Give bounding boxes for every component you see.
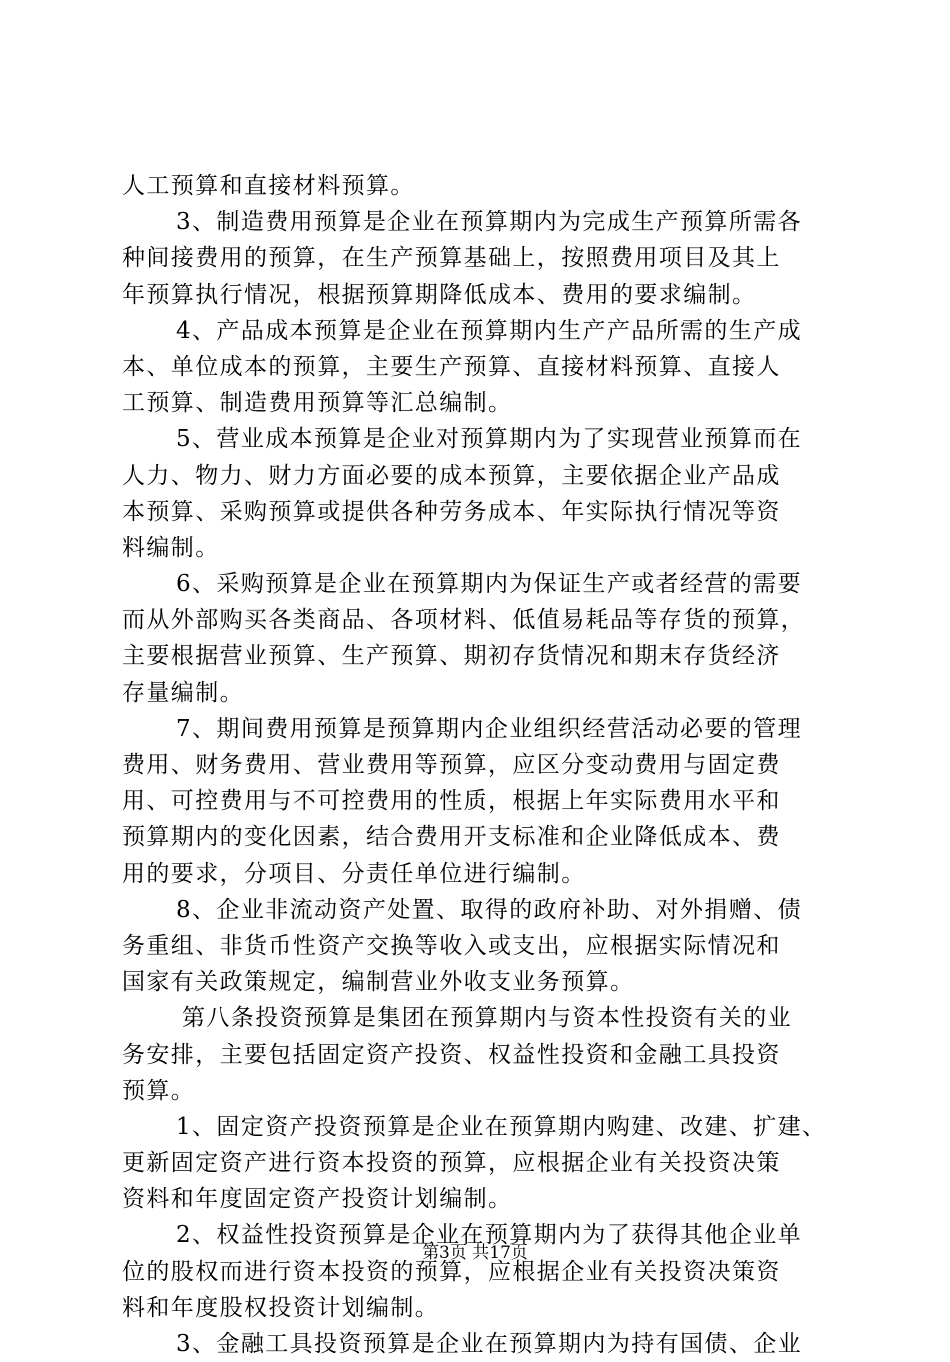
- text-line: 国家有关政策规定，编制营业外收支业务预算。: [122, 969, 635, 996]
- page-number-footer: 第3页 共17页: [422, 1243, 528, 1263]
- text-line: 本预算、采购预算或提供各种劳务成本、年实际执行情况等资: [122, 498, 781, 525]
- text-line: 费用、财务费用、营业费用等预算，应区分变动费用与固定费: [122, 752, 781, 778]
- text-line: 主要根据营业预算、生产预算、期初存货情况和期末存货经济: [122, 643, 781, 670]
- text-line: 人工预算和直接材料预算。: [122, 173, 415, 199]
- text-line: 3、金融工具投资预算是企业在预算期内为持有国债、企业: [176, 1331, 803, 1357]
- text-line: 第八条投资预算是集团在预算期内与资本性投资有关的业: [182, 1005, 792, 1032]
- text-line: 务重组、非货币性资产交换等收入或支出，应根据实际情况和: [122, 932, 781, 959]
- text-line: 4、产品成本预算是企业在预算期内生产产品所需的生产成: [176, 317, 803, 344]
- text-line: 种间接费用的预算，在生产预算基础上，按照费用项目及其上: [122, 245, 781, 272]
- text-line: 而从外部购买各类商品、各项材料、低值易耗品等存货的预算，: [122, 607, 806, 634]
- text-line: 料和年度股权投资计划编制。: [122, 1294, 440, 1321]
- text-line: 务安排，主要包括固定资产投资、权益性投资和金融工具投资: [122, 1041, 781, 1068]
- text-line: 存量编制。: [122, 679, 244, 706]
- text-line: 用的要求，分项目、分责任单位进行编制。: [122, 860, 586, 887]
- text-line: 3、制造费用预算是企业在预算期内为完成生产预算所需各: [176, 209, 803, 236]
- text-line: 人力、物力、财力方面必要的成本预算，主要依据企业产品成: [122, 462, 781, 489]
- text-line: 用、可控费用与不可控费用的性质，根据上年实际费用水平和: [122, 788, 781, 815]
- text-line: 预算期内的变化因素，结合费用开支标准和企业降低成本、费: [122, 824, 781, 851]
- text-line: 6、采购预算是企业在预算期内为保证生产或者经营的需要: [176, 571, 803, 598]
- document-body: [122, 168, 832, 1362]
- text-line: 预算。: [122, 1077, 196, 1104]
- text-line: 5、营业成本预算是企业对预算期内为了实现营业预算而在: [176, 426, 803, 453]
- text-line: 本、单位成本的预算，主要生产预算、直接材料预算、直接人: [122, 353, 781, 380]
- text-line: 料编制。: [122, 534, 220, 561]
- text-line: 2、权益性投资预算是企业在预算期内为了获得其他企业单: [176, 1222, 803, 1249]
- text-line: 工预算、制造费用预算等汇总编制。: [122, 390, 513, 417]
- text-line: 更新固定资产进行资本投资的预算，应根据企业有关投资决策: [122, 1150, 781, 1177]
- text-line: 位的股权而进行资本投资的预算，应根据企业有关投资决策资: [122, 1258, 781, 1285]
- text-line: 年预算执行情况，根据预算期降低成本、费用的要求编制。: [122, 281, 757, 308]
- text-line: 资料和年度固定资产投资计划编制。: [122, 1186, 513, 1213]
- text-line: 7、期间费用预算是预算期内企业组织经营活动必要的管理: [176, 715, 803, 742]
- text-line: 8、企业非流动资产处置、取得的政府补助、对外捐赠、债: [176, 896, 803, 923]
- text-line: 1、固定资产投资预算是企业在预算期内购建、改建、扩建、: [176, 1113, 827, 1140]
